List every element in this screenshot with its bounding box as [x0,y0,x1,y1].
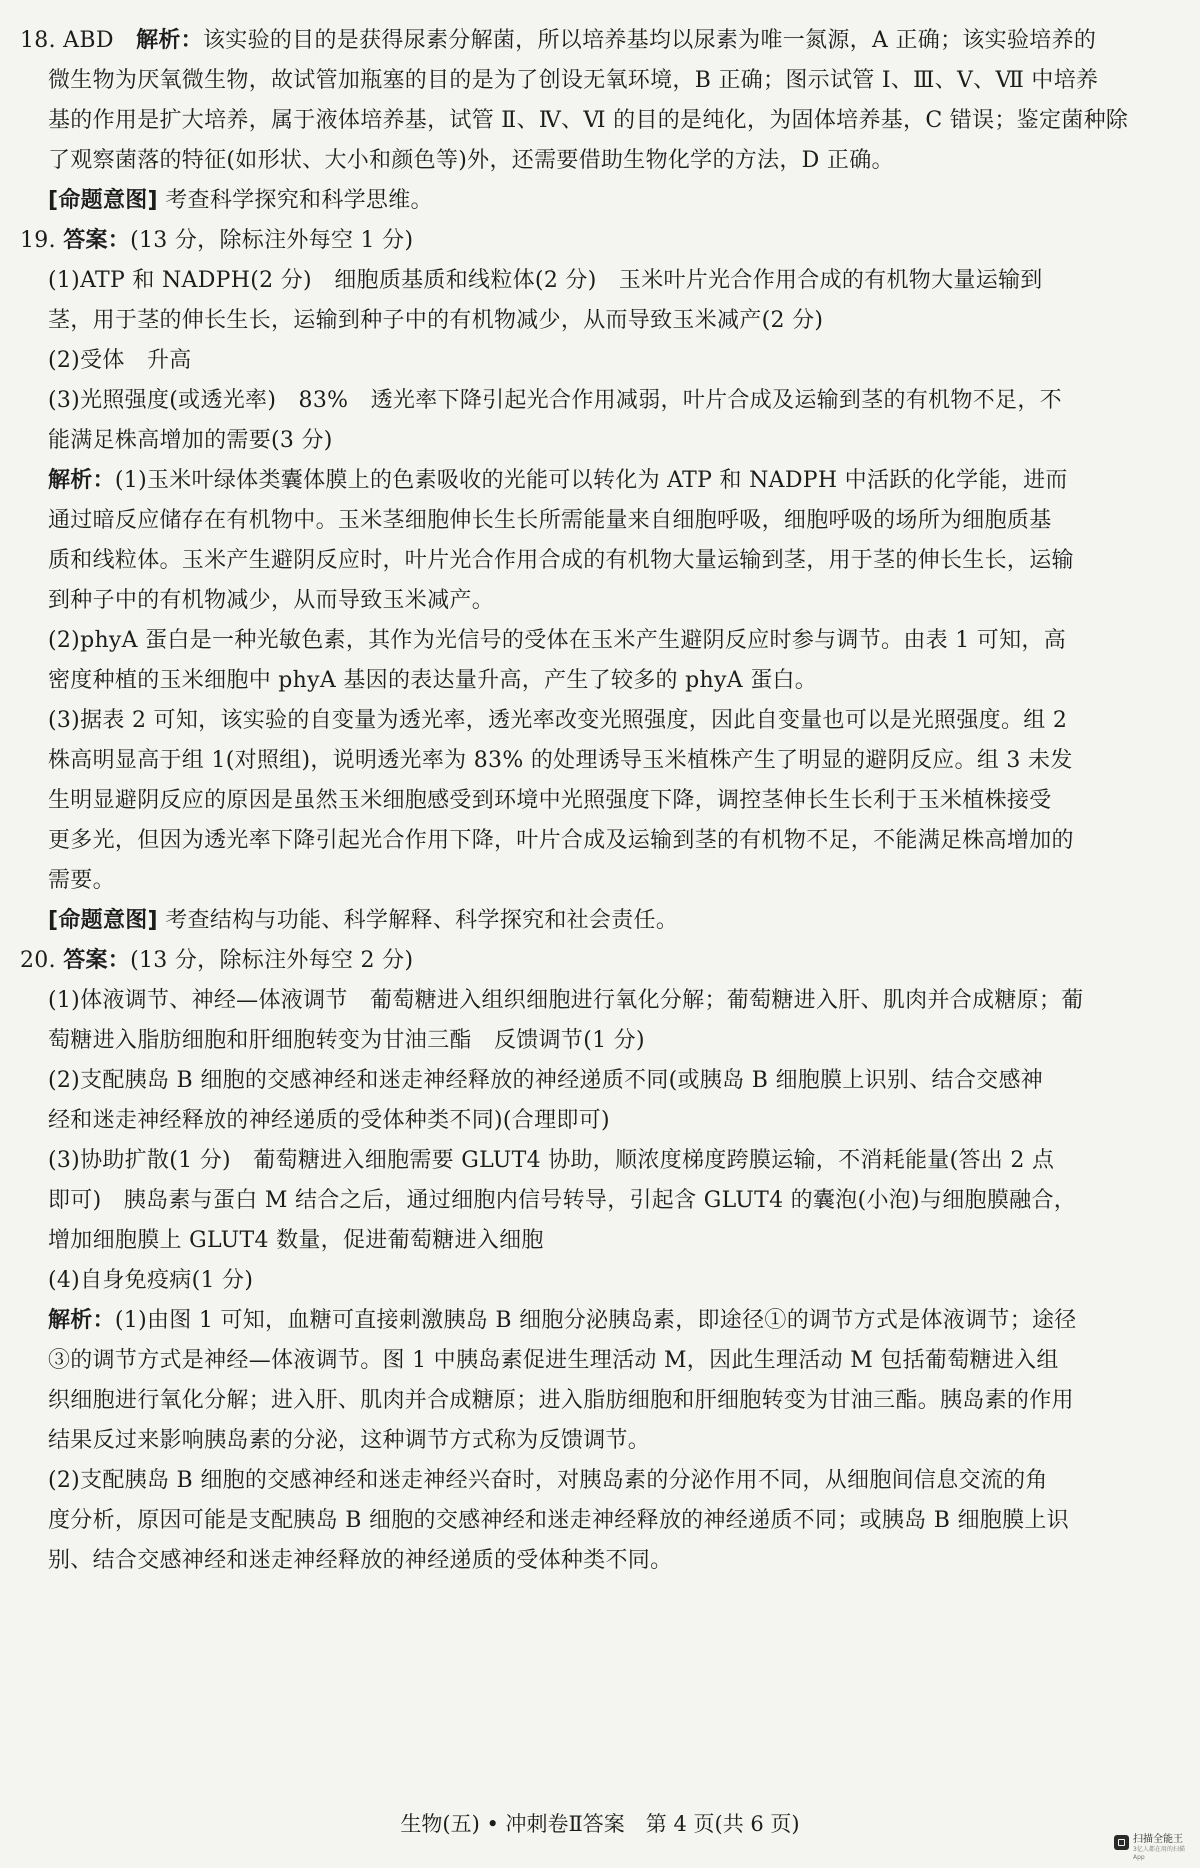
line-text: 微生物为厌氧微生物，故试管加瓶塞的目的是为了创设无氧环境，B 正确；图示试管 Ⅰ、Ⅲ、Ⅴ、Ⅶ 中培养 [48,68,1099,93]
line-label: 解析： [48,1308,115,1333]
line-text: (1)体液调节、神经—体液调节 葡萄糖进入组织细胞进行氧化分解；葡萄糖进入肝、肌肉并合成糖原；葡 [48,988,1084,1013]
line-text: 了观察菌落的特征(如形状、大小和颜色等)外，还需要借助生物化学的方法，D 正确。 [48,148,894,173]
line-rest: (1)由图 1 可知，血糖可直接刺激胰岛 B 细胞分泌胰岛素，即途径①的调节方式是体液调节；途径 [114,1308,1077,1333]
text-line [48,666,817,696]
line-text: 经和迷走神经释放的神经递质的受体种类不同)(合理即可) [48,1108,610,1133]
line-text: (4)自身免疫病(1 分) [48,1268,254,1293]
line-text: 萄糖进入脂肪细胞和肝细胞转变为甘油三酯 反馈调节(1 分) [48,1028,645,1053]
text-line [48,1186,1076,1216]
line-label: [命题意图] [48,908,158,933]
line-label: [命题意图] [48,188,158,213]
line-text: (2)支配胰岛 B 细胞的交感神经和迷走神经兴奋时，对胰岛素的分泌作用不同，从细胞间信息交流的角 [48,1468,1048,1493]
text-line [48,1546,672,1576]
line-text: 能满足株高增加的需要(3 分) [48,428,333,453]
text-line [48,1266,253,1296]
text-line [48,426,333,456]
line-text: 通过暗反应储存在有机物中。玉米茎细胞伸长生长所需能量来自细胞呼吸，细胞呼吸的场所为细胞质基 [48,508,1052,533]
text-line [48,1386,1074,1416]
line-rest: 该实验的目的是获得尿素分解菌，所以培养基均以尿素为唯一氮源，A 正确；该实验培养的 [202,28,1097,53]
text-line [48,866,115,896]
text-line [48,826,1074,856]
scanner-watermark [1114,1834,1194,1861]
line-text: 到种子中的有机物减少，从而导致玉米减产。 [48,588,495,613]
line-text: (3)光照强度(或透光率) 83% 透光率下降引起光合作用减弱，叶片合成及运输到茎的有机物不足，不 [48,388,1062,413]
line-rest: (13 分，除标注外每空 2 分) [130,948,414,973]
text-line [48,706,1067,736]
text-line [48,626,1066,656]
line-text: 18. ABD [20,28,137,53]
line-text: 结果反过来影响胰岛素的分泌，这种调节方式称为反馈调节。 [48,1428,651,1453]
text-line [48,1026,645,1056]
text-line [48,106,1128,136]
text-line [48,746,1073,776]
text-line [48,1426,650,1456]
line-text: (2)支配胰岛 B 细胞的交感神经和迷走神经释放的神经递质不同(或胰岛 B 细胞膜上识别、结合交感神 [48,1068,1044,1093]
page-footer: 生物(五) • 冲刺卷Ⅱ答案 第 4 页(共 6 页) [400,1812,800,1836]
line-text: 生明显避阴反应的原因是虽然玉米细胞感受到环境中光照强度下降，调控茎伸长生长利于玉米植株接受 [48,788,1052,813]
text-line [20,226,413,256]
line-text: (3)据表 2 可知，该实验的自变量为透光率，透光率改变光照强度，因此自变量也可以是光照强度。组 2 [48,708,1068,733]
text-line [48,1106,610,1136]
text-line [48,506,1052,536]
line-text: ③的调节方式是神经—体液调节。图 1 中胰岛素促进生理活动 M，因此生理活动 M 包括葡萄糖进入组 [48,1348,1059,1373]
text-line [48,1466,1048,1496]
text-line [48,346,192,376]
text-line [48,546,1074,576]
text-line [48,1306,1077,1336]
text-line [20,946,413,976]
line-rest: 考查科学探究和科学思维。 [157,188,433,213]
line-label: 解析： [48,468,115,493]
line-rest: (13 分，除标注外每空 1 分) [130,228,414,253]
line-text: 即可) 胰岛素与蛋白 M 结合之后，通过细胞内信号转导，引起含 GLUT4 的囊泡(小泡)与细胞膜融合， [48,1188,1077,1213]
text-line [48,786,1052,816]
line-text: 株高明显高于组 1(对照组)，说明透光率为 83% 的处理诱导玉米植株产生了明显的避阴反应。组 3 未发 [48,748,1073,773]
text-line [48,986,1084,1016]
text-line [20,26,1096,56]
line-label: 解析： [136,28,203,53]
text-line [48,146,894,176]
line-rest: 考查结构与功能、科学解释、科学探究和社会责任。 [157,908,679,933]
line-text: 密度种植的玉米细胞中 phyA 基因的表达量升高，产生了较多的 phyA 蛋白。 [48,668,818,693]
line-text: (2)phyA 蛋白是一种光敏色素，其作为光信号的受体在玉米产生避阴反应时参与调节。由表 1 可知，高 [48,628,1067,653]
line-text: 织细胞进行氧化分解；进入肝、肌肉并合成糖原；进入脂肪细胞和肝细胞转变为甘油三酯。胰岛素的作用 [48,1388,1074,1413]
line-text: 20. [20,948,64,973]
line-rest: (1)玉米叶绿体类囊体膜上的色素吸收的光能可以转化为 ATP 和 NADPH 中活跃的化学能，进而 [114,468,1068,493]
text-line [48,1506,1069,1536]
text-line [48,1346,1059,1376]
line-text: (3)协助扩散(1 分) 葡萄糖进入细胞需要 GLUT4 协助，顺浓度梯度跨膜运输，不消耗能量(答出 2 点 [48,1148,1055,1173]
watermark-title: 扫描全能王 [1133,1834,1183,1845]
line-text: (2)受体 升高 [48,348,192,373]
text-line [48,266,1043,296]
watermark-subtitle: 3亿人都在用的扫描App [1133,1846,1185,1861]
text-line [48,186,433,216]
line-text: 基的作用是扩大培养，属于液体培养基，试管 Ⅱ、Ⅳ、Ⅵ 的目的是纯化，为固体培养基，C 错误；鉴定菌种除 [48,108,1129,133]
line-text: 别、结合交感神经和迷走神经释放的神经递质的受体种类不同。 [48,1548,673,1573]
line-text: 增加细胞膜上 GLUT4 数量，促进葡萄糖进入细胞 [48,1228,544,1253]
text-line [48,306,823,336]
line-text: 需要。 [48,868,115,893]
line-label: 答案： [63,948,131,973]
line-text: 质和线粒体。玉米产生避阴反应时，叶片光合作用合成的有机物大量运输到茎，用于茎的伸长生长，运输 [48,548,1074,573]
text-line [48,1146,1054,1176]
text-line [48,1066,1043,1096]
text-line [48,66,1098,96]
line-text: 度分析，原因可能是支配胰岛 B 细胞的交感神经和迷走神经释放的神经递质不同；或胰岛 B 细胞膜上识 [48,1508,1070,1533]
scanner-logo-icon [1114,1835,1129,1850]
line-text: 茎，用于茎的伸长生长，运输到种子中的有机物减少，从而导致玉米减产(2 分) [48,308,824,333]
line-text: 更多光，但因为透光率下降引起光合作用下降，叶片合成及运输到茎的有机物不足，不能满足株高增加的 [48,828,1074,853]
text-line [48,466,1068,496]
line-label: 答案： [63,228,131,253]
text-line [48,386,1062,416]
line-text: 19. [20,228,64,253]
text-line [48,586,494,616]
line-text: (1)ATP 和 NADPH(2 分) 细胞质基质和线粒体(2 分) 玉米叶片光合作用合成的有机物大量运输到 [48,268,1043,293]
text-line [48,1226,544,1256]
text-line [48,906,678,936]
